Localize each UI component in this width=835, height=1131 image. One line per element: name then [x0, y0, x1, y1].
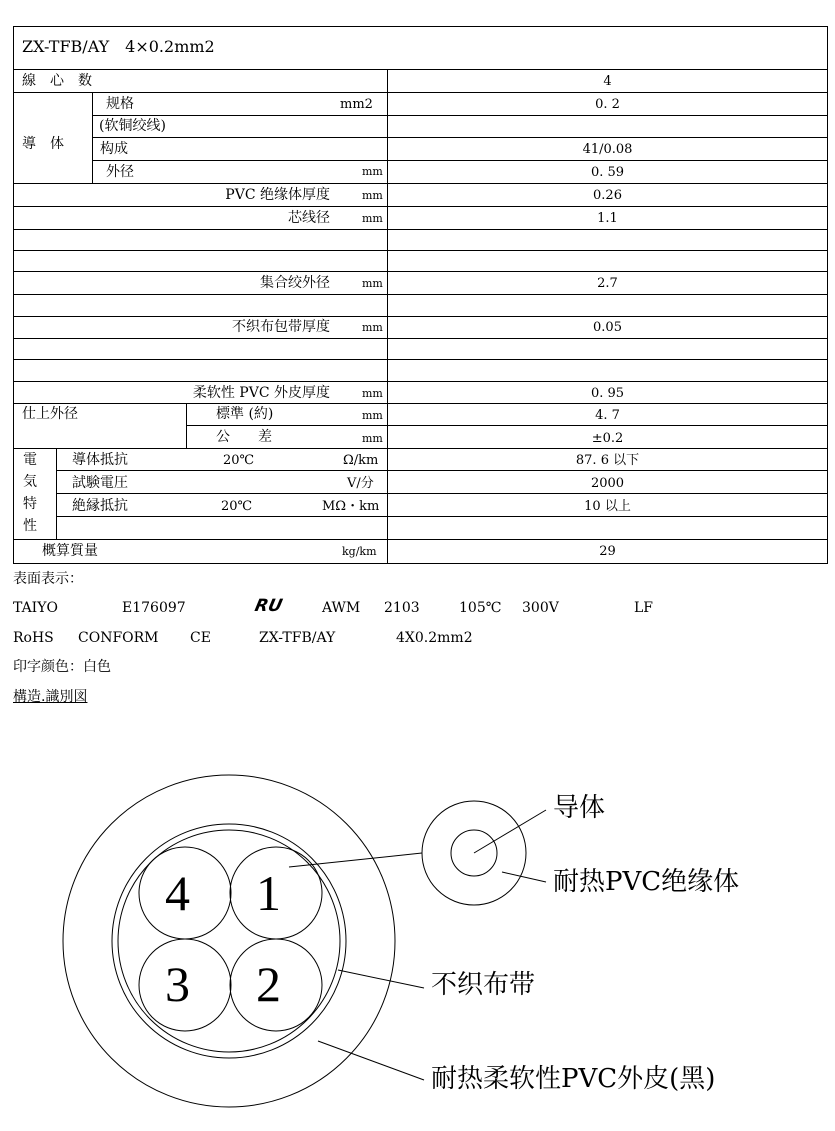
jacket-callout: 耐热柔软性PVC外皮(黑)	[431, 1064, 716, 1094]
insulation-label: PVC 绝缘体厚度	[225, 187, 330, 203]
marking-lf: LF	[634, 600, 654, 616]
electrical-char-4: 性	[23, 518, 37, 534]
voltage-value: 2000	[590, 476, 625, 491]
conductor-size-value: 0. 2	[595, 97, 620, 112]
print-color: 印字颜色：白色	[13, 659, 111, 675]
finish-od-tolerance-unit: mm	[362, 432, 383, 445]
ul-recognized-mark-icon: RU	[252, 596, 285, 616]
resistance-value: 87. 6 以下	[575, 453, 640, 468]
finish-od-standard-value: 4. 7	[595, 408, 620, 423]
insulation-value: 0.26	[593, 188, 622, 203]
voltage-label: 試験電圧	[72, 475, 128, 491]
mass-unit: kg/km	[342, 545, 377, 558]
mass-label: 概算質量	[42, 543, 98, 559]
conductor-construction-value: 41/0.08	[582, 142, 633, 157]
structure-heading: 構造.識別図	[13, 689, 88, 705]
cores-label: 線 心 数	[22, 73, 92, 89]
tape-outer-circle	[112, 824, 346, 1058]
insulation-resistance-value: 10 以上	[584, 499, 631, 514]
marking-awm: AWM	[322, 600, 361, 616]
conductor-size-unit: mm2	[340, 97, 373, 112]
core-od-unit: mm	[362, 212, 383, 225]
conductor-od-label: 外径	[106, 164, 134, 180]
tape-unit: mm	[362, 321, 383, 334]
marking-heading: 表面表示：	[13, 571, 83, 587]
core-number-2: 2	[256, 956, 281, 1012]
marking-file-no: E176097	[122, 600, 186, 616]
finish-od-standard-unit: mm	[362, 409, 383, 422]
tape-leader	[338, 970, 424, 988]
core-number-3: 3	[165, 956, 190, 1012]
assembly-od-value: 2.7	[597, 276, 618, 291]
assembly-od-unit: mm	[362, 277, 383, 290]
marking-style: 2103	[384, 600, 420, 616]
tape-callout: 不织布带	[431, 970, 536, 1000]
electrical-char-1: 電	[23, 452, 37, 468]
core-od-value: 1.1	[597, 211, 618, 226]
marking-ce: CE	[190, 630, 211, 646]
conductor-od-value: 0. 59	[590, 165, 625, 180]
assembly-od-label: 集合绞外径	[260, 275, 330, 291]
core-number-4: 4	[165, 865, 190, 921]
jacket-label: 柔软性 PVC 外皮厚度	[192, 385, 330, 401]
jacket-value: 0. 95	[590, 386, 625, 401]
conductor-group-label: 導 体	[22, 136, 64, 152]
resistance-label: 導体抵抗	[72, 452, 128, 468]
conductor-construction-label: 构成	[100, 141, 128, 157]
conductor-material-label: (软铜绞线)	[99, 118, 166, 134]
voltage-unit: V/分	[347, 476, 374, 491]
jacket-outer-circle	[63, 775, 395, 1107]
marking-size: 4X0.2mm2	[396, 630, 473, 646]
resistance-unit: Ω/km	[343, 453, 379, 468]
tape-label: 不织布包带厚度	[232, 319, 330, 335]
cable-title: ZX-TFB/AY 4×0.2mm2	[22, 37, 215, 56]
finish-od-tolerance-label: 公 差	[216, 429, 272, 445]
conductor-od-unit: mm	[362, 165, 383, 178]
finish-od-group-label: 仕上外径	[22, 406, 78, 422]
conductor-size-label: 规格	[106, 96, 134, 112]
marking-model: ZX-TFB/AY	[259, 630, 336, 646]
electrical-char-3: 特	[23, 496, 37, 512]
marking-taiyo: TAIYO	[13, 600, 58, 616]
finish-od-standard-label: 標準 (約)	[216, 406, 274, 422]
core-number-1: 1	[256, 865, 281, 921]
jacket-leader	[318, 1041, 424, 1080]
cores-value: 4	[603, 74, 612, 89]
core-od-label: 芯线径	[288, 210, 330, 226]
insulation-callout: 耐热PVC绝缘体	[553, 867, 740, 897]
electrical-char-2: 気	[23, 474, 37, 490]
marking-temp: 105℃	[459, 600, 502, 616]
insulation-unit: mm	[362, 189, 383, 202]
tape-value: 0.05	[593, 320, 622, 335]
conductor-callout: 导体	[553, 793, 606, 823]
insulation-leader	[502, 872, 546, 882]
mass-value: 29	[599, 544, 616, 559]
insulation-resistance-unit: MΩ・km	[322, 499, 380, 514]
jacket-unit: mm	[362, 387, 383, 400]
marking-conform: CONFORM	[78, 630, 159, 646]
resistance-temp: 20℃	[223, 453, 255, 468]
conductor-leader	[474, 810, 546, 853]
insulation-resistance-temp: 20℃	[221, 499, 253, 514]
insulation-resistance-label: 絶縁抵抗	[72, 498, 128, 514]
marking-rohs: RoHS	[13, 630, 54, 646]
finish-od-tolerance-value: ±0.2	[591, 431, 624, 446]
marking-voltage: 300V	[522, 600, 559, 616]
